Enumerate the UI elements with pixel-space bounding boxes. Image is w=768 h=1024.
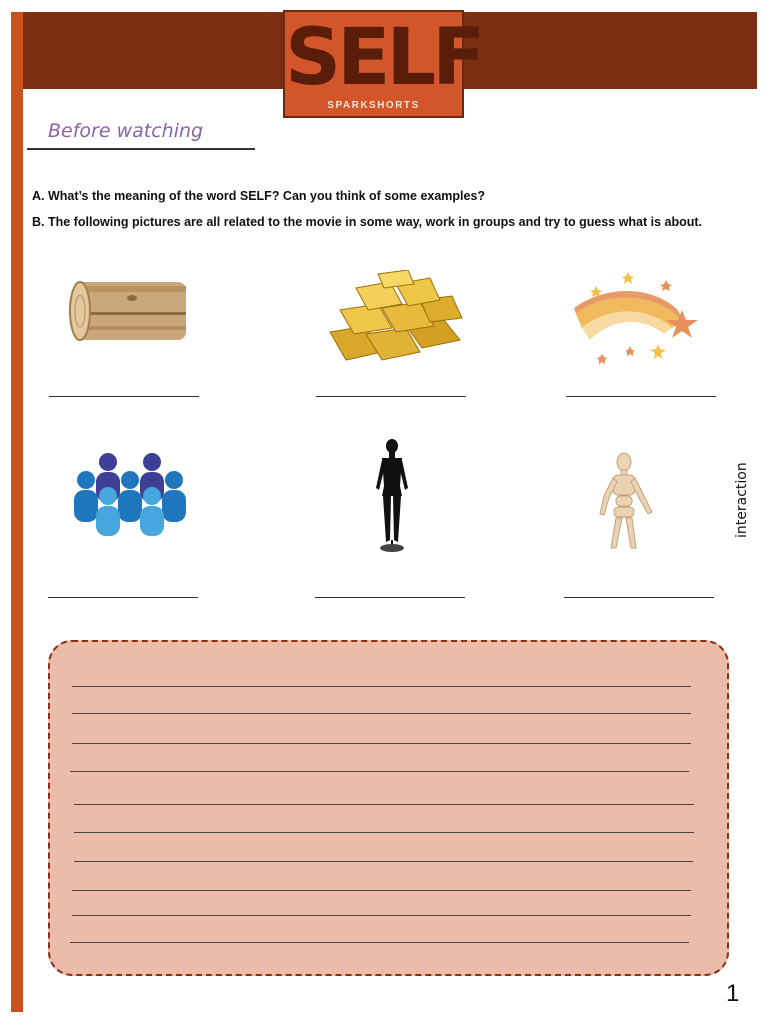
answer-line[interactable] <box>315 597 465 598</box>
writing-line <box>70 942 689 943</box>
people-group-icon <box>72 452 188 536</box>
answer-line[interactable] <box>566 396 716 397</box>
logo-subtitle: SPARKSHORTS <box>327 100 420 111</box>
wooden-figure-icon <box>586 452 662 556</box>
writing-line <box>74 861 693 862</box>
writing-area[interactable] <box>48 640 729 976</box>
shooting-star-icon <box>572 270 704 366</box>
writing-line <box>72 686 691 687</box>
left-accent-bar <box>11 12 23 1012</box>
gold-bars-icon <box>326 270 468 366</box>
answer-line[interactable] <box>564 597 714 598</box>
answer-line[interactable] <box>49 396 199 397</box>
section-title-underline <box>27 148 255 150</box>
question-b: B. The following pictures are all related to the movie in some way, work in groups and try to guess what is about. <box>32 215 703 229</box>
answer-line[interactable] <box>316 396 466 397</box>
mannequin-icon <box>372 438 412 554</box>
brand-label: interaction <box>734 462 750 538</box>
writing-line <box>72 915 691 916</box>
section-title: Before watching <box>48 120 204 142</box>
page-number: 1 <box>726 980 740 1007</box>
answer-line[interactable] <box>48 597 198 598</box>
writing-line <box>72 713 691 714</box>
writing-line <box>72 743 691 744</box>
question-a: A. What’s the meaning of the word SELF? Can you think of some examples? <box>32 189 486 203</box>
self-logo <box>283 10 482 118</box>
writing-line <box>72 890 691 891</box>
writing-line <box>74 804 694 805</box>
wooden-log-icon <box>64 276 194 346</box>
writing-line <box>70 771 689 772</box>
interaction-brand-logo <box>720 460 760 540</box>
writing-line <box>74 832 694 833</box>
logo-title: SELF <box>285 13 482 103</box>
